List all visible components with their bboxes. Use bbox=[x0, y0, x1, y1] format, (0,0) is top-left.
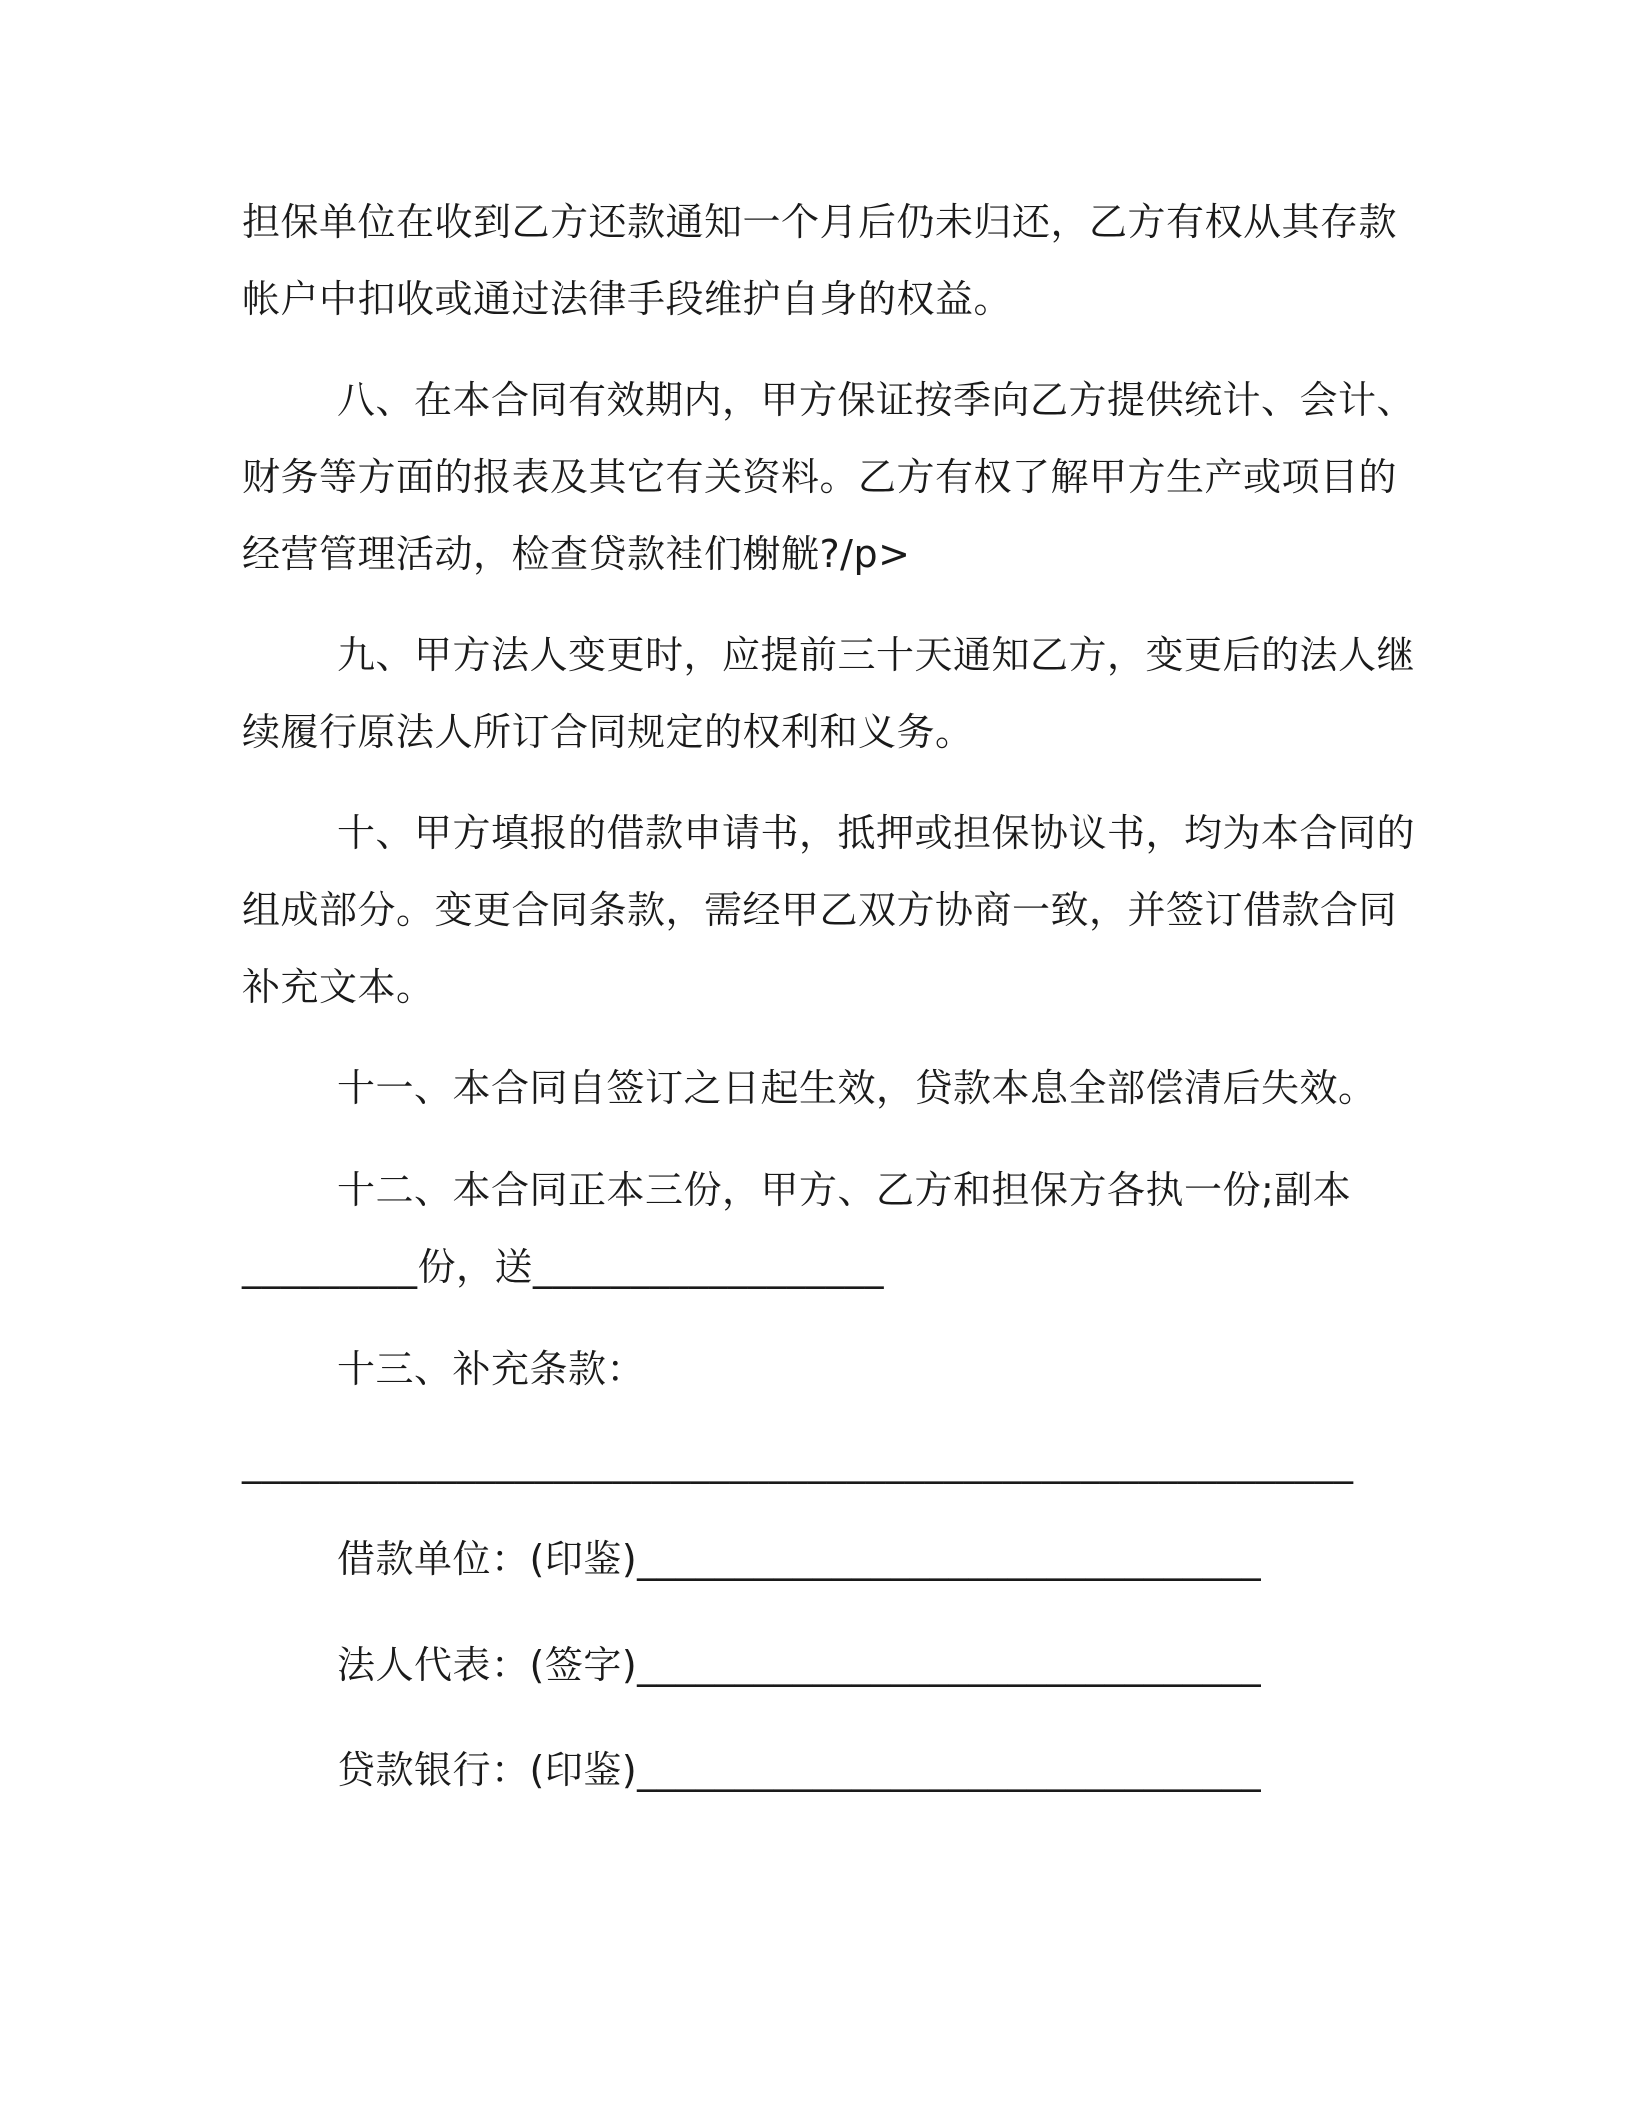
text-line: 财务等方面的报表及其它有关资料。乙方有权了解甲方生产或项目的 bbox=[242, 455, 1398, 499]
text-line: 经营管理活动，检查贷款袿们榭觥?/p> bbox=[242, 532, 911, 576]
supplementary-blank-line: _________________________________________________________ bbox=[242, 1440, 1354, 1484]
borrower-signature-line: 借款单位：(印鉴)________________________________ bbox=[337, 1537, 1262, 1581]
text-line: 补充文本。 bbox=[242, 965, 435, 1009]
text-line: 续履行原法人所订合同规定的权利和义务。 bbox=[242, 710, 974, 754]
text-line: 担保单位在收到乙方还款通知一个月后仍未归还，乙方有权从其存款 bbox=[242, 200, 1398, 244]
text-line: 组成部分。变更合同条款，需经甲乙双方协商一致，并签订借款合同 bbox=[242, 888, 1398, 932]
bank-signature-line: 贷款银行：(印鉴)________________________________ bbox=[337, 1748, 1262, 1792]
legal-rep-signature-line: 法人代表：(签字)________________________________ bbox=[337, 1643, 1262, 1687]
paragraph-12-line: 十二、本合同正本三份，甲方、乙方和担保方各执一份;副本 bbox=[337, 1168, 1352, 1212]
text-line: 帐户中扣收或通过法律手段维护自身的权益。 bbox=[242, 277, 1013, 321]
copies-blank-line: _________份，送__________________ bbox=[242, 1245, 885, 1289]
paragraph-8-line: 八、在本合同有效期内，甲方保证按季向乙方提供统计、会计、 bbox=[337, 378, 1416, 422]
paragraph-9-line: 九、甲方法人变更时，应提前三十天通知乙方，变更后的法人继 bbox=[337, 633, 1416, 677]
paragraph-11-line: 十一、本合同自签订之日起生效，贷款本息全部偿清后失效。 bbox=[337, 1066, 1377, 1110]
paragraph-10-line: 十、甲方填报的借款申请书，抵押或担保协议书，均为本合同的 bbox=[337, 811, 1416, 855]
paragraph-13-line: 十三、补充条款： bbox=[337, 1347, 646, 1391]
